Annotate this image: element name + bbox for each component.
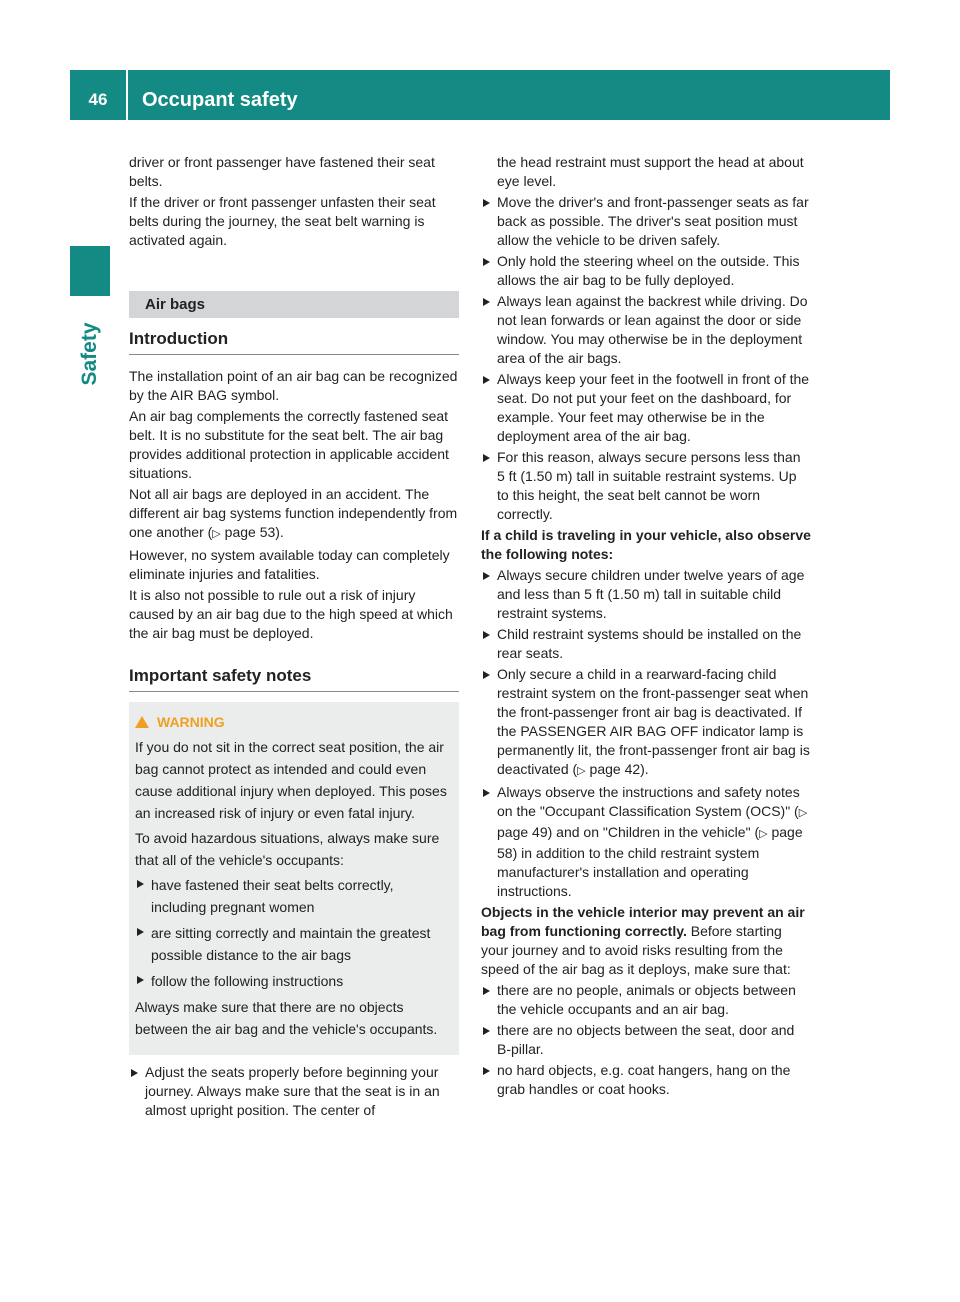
page-ref-link[interactable]: page 49) and on "Children in the vehicle" (: [497, 824, 760, 840]
chapter-title: Occupant safety: [142, 89, 298, 111]
list-item: Only secure a child in a rearward-facing child restraint system on the front-passenger seat when the front-passenger front air bag is deactivated. If the PASSENGER AIR BAG OFF indicator lamp is permanently lit, the front-passenger front air bag is deactivated (▷ page 42).: [481, 665, 812, 781]
instruction-list: [481, 193, 812, 524]
list-item: there are no people, animals or objects between the vehicle occupants and an air bag.: [481, 981, 812, 1019]
list-item: Only hold the steering wheel on the outside. This allows the air bag to be fully deployed.: [481, 252, 812, 290]
warning-text: To avoid hazardous situations, always make sure that all of the vehicle's occupants:: [135, 830, 440, 868]
paragraph: the head restraint must support the head at about eye level.: [497, 154, 804, 189]
subheading-child: If a child is traveling in your vehicle, also observe the following notes:: [481, 527, 811, 562]
warning-text: If you do not sit in the correct seat position, the air bag cannot protect as intended and could even cause additional injury when deployed. This poses an increased risk of injury or even fatal injury.: [135, 739, 447, 821]
page-ref-arrow-icon: ▷: [798, 807, 808, 819]
page-ref-arrow-icon: ▷: [759, 828, 768, 840]
warning-list: [135, 874, 449, 992]
list-item: Child restraint systems should be installed on the rear seats.: [481, 625, 812, 663]
list-item: have fastened their seat belts correctly, including pregnant women: [135, 874, 449, 918]
list-item: Always secure children under twelve years of age and less than 5 ft (1.50 m) tall in suitable child restraint systems.: [481, 566, 812, 623]
warning-text: Always make sure that there are no objects between the air bag and the vehicle's occupants.: [135, 999, 438, 1037]
list-item: Always lean against the backrest while driving. Do not lean forwards or lean against the door or side window. You may otherwise be in the deployment area of the air bags.: [481, 292, 812, 368]
list-item: Always observe the instructions and safety notes on the "Occupant Classification System (OCS)" (▷ page 49) and on "Children in the vehicle" (▷ page 58) in addition to the child restraint system manufacturer's installation and operating instructions.: [481, 783, 812, 901]
paragraph: Objects in the vehicle interior may prevent an air bag from functioning correctly. Before starting your journey and to avoid risks resulting from the speed of the air bag as it deploys, make sure that:: [481, 904, 805, 977]
list-item: Always keep your feet in the footwell in front of the seat. Do not put your feet on the dashboard, for example. Your feet may otherwise be in the deployment area of the air bag.: [481, 370, 812, 446]
section-title: Air bags: [129, 291, 459, 318]
list-item: Adjust the seats properly before beginning your journey. Always make sure that the seat is in an almost upright position. The center of: [129, 1063, 459, 1120]
paragraph: An air bag complements the correctly fastened seat belt. It is no substitute for the seat belt. The air bag provides additional protection in applicable accident situations.: [129, 408, 449, 481]
list-item: follow the following instructions: [135, 970, 449, 992]
page-ref-link[interactable]: page 53).: [220, 524, 284, 540]
warning-box: [129, 702, 459, 1055]
section-tab: [72, 306, 108, 401]
list-item: Move the driver's and front-passenger seats as far back as possible. The driver's seat position must allow the vehicle to be driven safely.: [481, 193, 812, 250]
heading-introduction: Introduction: [129, 328, 459, 355]
right-column: [481, 153, 812, 1101]
paragraph: driver or front passenger have fastened their seat belts.: [129, 154, 435, 189]
child-list: [481, 566, 812, 901]
list-item: For this reason, always secure persons less than 5 ft (1.50 m) tall in suitable restraint systems. Up to this height, the seat belt cannot be worn correctly.: [481, 448, 812, 524]
heading-safety-notes: Important safety notes: [129, 665, 459, 692]
warning-icon: [135, 716, 149, 728]
inline-bold: Objects in the vehicle interior may prevent an air bag from functioning correctly.: [481, 904, 805, 939]
list-item: there are no objects between the seat, door and B-pillar.: [481, 1021, 812, 1059]
instruction-list: [129, 1063, 459, 1120]
header-divider: [126, 70, 128, 120]
page-number: 46: [88, 90, 108, 109]
paragraph: The installation point of an air bag can be recognized by the AIR BAG symbol.: [129, 368, 458, 403]
page-ref-arrow-icon: ▷: [212, 528, 221, 540]
paragraph: It is also not possible to rule out a risk of injury caused by an air bag due to the high speed at which the air bag must be deployed.: [129, 587, 453, 641]
warning-title: WARNING: [135, 712, 449, 732]
page-ref-arrow-icon: ▷: [577, 765, 586, 777]
section-marker: [70, 246, 110, 296]
page-ref-link[interactable]: page 42).: [585, 761, 649, 777]
page-ref-link[interactable]: page 58) in addition to the child restraint system manufacturer's installation and operating instructions.: [497, 824, 803, 899]
objects-list: [481, 981, 812, 1099]
paragraph: However, no system available today can completely eliminate injuries and fatalities.: [129, 547, 450, 582]
list-item: no hard objects, e.g. coat hangers, hang on the grab handles or coat hooks.: [481, 1061, 812, 1099]
section-tab-label: Safety: [78, 321, 101, 386]
paragraph: Not all air bags are deployed in an accident. The different air bag systems function independently from one another (▷ page 53).: [129, 486, 458, 540]
left-column: [129, 153, 459, 1122]
list-item: are sitting correctly and maintain the greatest possible distance to the air bags: [135, 922, 449, 966]
paragraph: If the driver or front passenger unfasten their seat belts during the journey, the seat belt warning is activated again.: [129, 194, 436, 248]
